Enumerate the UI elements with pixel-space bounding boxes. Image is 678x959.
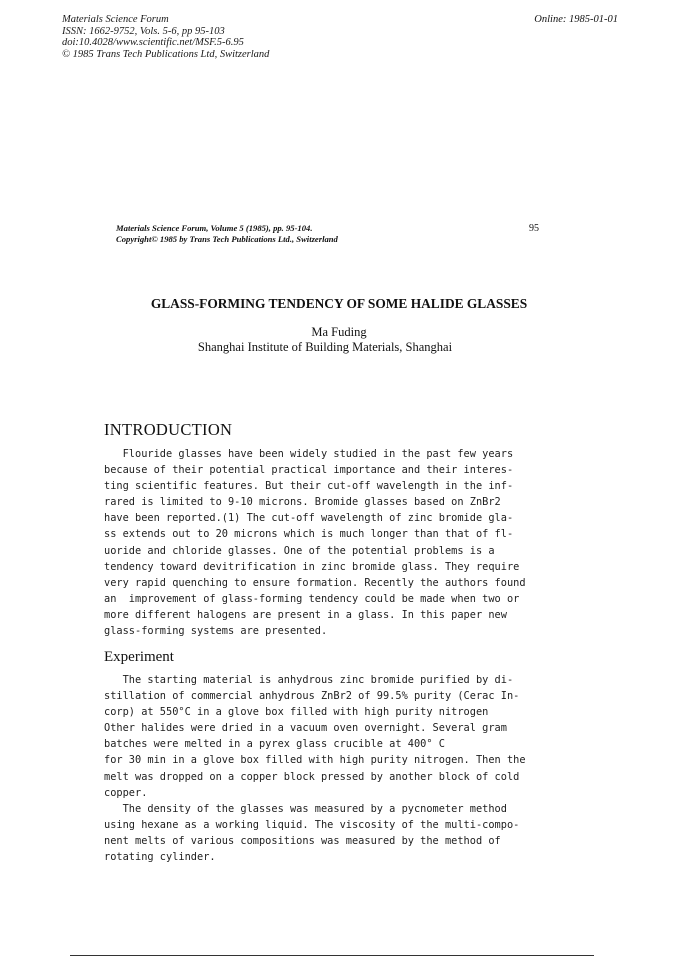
publication-metadata: [62, 14, 269, 60]
body-line: for 30 min in a glove box filled with high purity nitrogen. Then the: [104, 754, 526, 767]
body-line: copper.: [104, 786, 148, 799]
introduction-heading: INTRODUCTION: [104, 420, 233, 439]
body-line: very rapid quenching to ensure formation. Recently the authors found: [104, 576, 526, 589]
body-line: corp) at 550°C in a glove box filled with high purity nitrogen: [104, 706, 489, 719]
body-line: glass-forming systems are presented.: [104, 625, 328, 638]
body-line: The density of the glasses was measured by a pycnometer method: [104, 802, 507, 815]
body-line: Other halides were dried in a vacuum oven overnight. Several gram: [104, 722, 507, 735]
body-line: have been reported.(1) The cut-off wavelength of zinc bromide gla-: [104, 512, 514, 525]
meta-doi: doi:10.4028/www.scientific.net/MSF.5-6.95: [62, 37, 244, 48]
body-line: because of their potential practical importance and their interes-: [104, 464, 514, 477]
journal-copyright-line: Copyright© 1985 by Trans Tech Publications Ltd., Switzerland: [116, 233, 338, 244]
meta-copyright: © 1985 Trans Tech Publications Ltd, Switzerland: [62, 48, 270, 60]
bottom-rule: [70, 955, 594, 956]
journal-citation: [116, 223, 338, 244]
body-line: ting scientific features. But their cut-off wavelength in the inf-: [104, 480, 514, 493]
body-line: stillation of commercial anhydrous ZnBr2 of 99.5% purity (Cerac In-: [104, 690, 520, 703]
body-line: melt was dropped on a copper block pressed by another block of cold: [104, 770, 520, 783]
body-line: batches were melted in a pyrex glass crucible at 400° C: [104, 738, 445, 751]
online-date: Online: 1985-01-01: [534, 14, 618, 25]
body-line: tendency toward devitrification in zinc bromide glass. They require: [104, 560, 520, 573]
paper-title: [0, 296, 678, 312]
body-line: uoride and chloride glasses. One of the potential problems is a: [104, 544, 495, 557]
body-line: Flouride glasses have been widely studied in the past few years: [104, 448, 514, 460]
paper-title-text: GLASS-FORMING TENDENCY OF SOME HALIDE GLASSES: [150, 296, 528, 311]
journal-citation-line: Materials Science Forum, Volume 5 (1985), pp. 95-104.: [116, 223, 313, 233]
body-line: The starting material is anhydrous zinc bromide purified by di-: [104, 674, 514, 686]
body-line: ss extends out to 20 microns which is much longer than that of fl-: [104, 528, 514, 541]
body-line: rared is limited to 9-10 microns. Bromide glasses based on ZnBr2: [104, 496, 501, 509]
body-line: using hexane as a working liquid. The viscosity of the multi-compo-: [104, 818, 520, 831]
body-line: more different halogens are present in a glass. In this paper new: [104, 608, 507, 621]
body-line: nent melts of various compositions was measured by the method of: [104, 834, 501, 847]
meta-journal-name: Materials Science Forum: [62, 14, 169, 25]
meta-issn: ISSN: 1662-9752, Vols. 5-6, pp 95-103: [62, 25, 225, 37]
body-line: an improvement of glass-forming tendency could be made when two or: [104, 592, 520, 605]
author-affiliation: Shanghai Institute of Building Materials, Shanghai: [197, 340, 453, 354]
author-name: Ma Fuding: [311, 325, 367, 339]
introduction-body: [104, 446, 526, 639]
experiment-body: [104, 672, 526, 865]
page-number: 95: [529, 223, 539, 234]
experiment-heading: Experiment: [104, 649, 174, 665]
body-line: rotating cylinder.: [104, 851, 216, 864]
